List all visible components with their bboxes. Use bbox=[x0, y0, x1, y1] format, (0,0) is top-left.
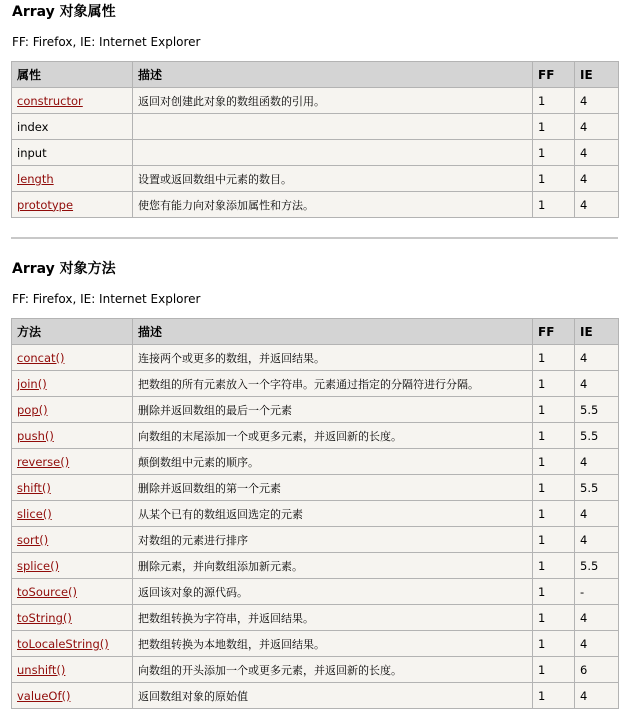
ff-version-cell: 1 bbox=[533, 449, 575, 475]
header-description: 描述 bbox=[133, 319, 533, 345]
name-cell bbox=[12, 397, 133, 423]
description-cell: 对数组的元素进行排序 bbox=[133, 527, 533, 553]
description-cell bbox=[133, 140, 533, 166]
ie-version-cell: 4 bbox=[575, 114, 619, 140]
ff-version-cell: 1 bbox=[533, 683, 575, 709]
ff-version-cell: 1 bbox=[533, 192, 575, 218]
member-link[interactable]: reverse() bbox=[17, 454, 70, 469]
methods-table bbox=[11, 318, 619, 709]
name-cell bbox=[12, 683, 133, 709]
member-link[interactable]: push() bbox=[17, 428, 54, 443]
ie-version-cell: 6 bbox=[575, 657, 619, 683]
ie-version-cell: 4 bbox=[575, 631, 619, 657]
ff-version-cell: 1 bbox=[533, 605, 575, 631]
ie-version-cell: 4 bbox=[575, 527, 619, 553]
ff-version-cell: 1 bbox=[533, 166, 575, 192]
ff-version-cell: 1 bbox=[533, 475, 575, 501]
ie-version-cell: 4 bbox=[575, 605, 619, 631]
header-ie: IE bbox=[575, 62, 619, 88]
ff-version-cell: 1 bbox=[533, 579, 575, 605]
table-row bbox=[12, 449, 619, 475]
member-link[interactable]: concat() bbox=[17, 350, 65, 365]
ie-version-cell: 5.5 bbox=[575, 553, 619, 579]
header-property: 属性 bbox=[12, 62, 133, 88]
properties-title: Array 对象属性 bbox=[12, 4, 116, 20]
description-cell: 返回数组对象的原始值 bbox=[133, 683, 533, 709]
member-link[interactable]: prototype bbox=[17, 197, 74, 212]
name-cell bbox=[12, 605, 133, 631]
member-link[interactable]: valueOf() bbox=[17, 688, 71, 703]
description-cell: 向数组的开头添加一个或更多元素，并返回新的长度。 bbox=[133, 657, 533, 683]
ff-version-cell: 1 bbox=[533, 371, 575, 397]
table-row bbox=[12, 345, 619, 371]
ff-version-cell: 1 bbox=[533, 114, 575, 140]
name-cell bbox=[12, 657, 133, 683]
table-row bbox=[12, 631, 619, 657]
methods-header-row bbox=[12, 319, 619, 345]
table-row bbox=[12, 579, 619, 605]
name-cell bbox=[12, 501, 133, 527]
table-row bbox=[12, 657, 619, 683]
name-cell bbox=[12, 345, 133, 371]
member-link[interactable]: constructor bbox=[17, 93, 83, 108]
member-link[interactable]: toSource() bbox=[17, 584, 78, 599]
name-cell bbox=[12, 88, 133, 114]
ff-version-cell: 1 bbox=[533, 501, 575, 527]
name-cell bbox=[12, 449, 133, 475]
table-row bbox=[12, 88, 619, 114]
table-row bbox=[12, 192, 619, 218]
description-cell: 向数组的末尾添加一个或更多元素，并返回新的长度。 bbox=[133, 423, 533, 449]
description-cell: 颠倒数组中元素的顺序。 bbox=[133, 449, 533, 475]
description-cell: 返回对创建此对象的数组函数的引用。 bbox=[133, 88, 533, 114]
name-cell bbox=[12, 553, 133, 579]
description-cell: 连接两个或更多的数组，并返回结果。 bbox=[133, 345, 533, 371]
ie-version-cell: 4 bbox=[575, 683, 619, 709]
ff-version-cell: 1 bbox=[533, 553, 575, 579]
name-cell bbox=[12, 114, 133, 140]
member-link[interactable]: splice() bbox=[17, 558, 60, 573]
ff-version-cell: 1 bbox=[533, 423, 575, 449]
ie-version-cell: 5.5 bbox=[575, 397, 619, 423]
member-link[interactable]: join() bbox=[17, 376, 47, 391]
name-cell bbox=[12, 192, 133, 218]
table-row bbox=[12, 553, 619, 579]
ff-version-cell: 1 bbox=[533, 527, 575, 553]
table-row bbox=[12, 605, 619, 631]
ie-version-cell: - bbox=[575, 579, 619, 605]
ie-version-cell: 5.5 bbox=[575, 475, 619, 501]
header-ff: FF bbox=[533, 319, 575, 345]
table-row bbox=[12, 475, 619, 501]
ff-version-cell: 1 bbox=[533, 345, 575, 371]
ff-version-cell: 1 bbox=[533, 657, 575, 683]
description-cell: 把数组转换为字符串，并返回结果。 bbox=[133, 605, 533, 631]
member-link[interactable]: unshift() bbox=[17, 662, 66, 677]
table-row bbox=[12, 683, 619, 709]
name-cell bbox=[12, 527, 133, 553]
methods-title: Array 对象方法 bbox=[12, 261, 116, 277]
properties-note: FF: Firefox, IE: Internet Explorer bbox=[12, 35, 201, 49]
ff-version-cell: 1 bbox=[533, 140, 575, 166]
description-cell: 把数组转换为本地数组，并返回结果。 bbox=[133, 631, 533, 657]
member-link[interactable]: sort() bbox=[17, 532, 49, 547]
properties-table bbox=[11, 61, 619, 218]
name-cell bbox=[12, 140, 133, 166]
ff-version-cell: 1 bbox=[533, 88, 575, 114]
member-link[interactable]: length bbox=[17, 171, 54, 186]
table-row bbox=[12, 114, 619, 140]
table-row bbox=[12, 140, 619, 166]
section-divider bbox=[11, 237, 618, 239]
description-cell: 删除并返回数组的最后一个元素 bbox=[133, 397, 533, 423]
member-name: input bbox=[17, 145, 47, 160]
description-cell: 从某个已有的数组返回选定的元素 bbox=[133, 501, 533, 527]
member-link[interactable]: toLocaleString() bbox=[17, 636, 109, 651]
ie-version-cell: 4 bbox=[575, 345, 619, 371]
member-name: index bbox=[17, 119, 49, 134]
table-row bbox=[12, 397, 619, 423]
name-cell bbox=[12, 631, 133, 657]
header-ff: FF bbox=[533, 62, 575, 88]
name-cell bbox=[12, 371, 133, 397]
table-row bbox=[12, 371, 619, 397]
methods-note: FF: Firefox, IE: Internet Explorer bbox=[12, 292, 201, 306]
ie-version-cell: 4 bbox=[575, 166, 619, 192]
description-cell: 删除并返回数组的第一个元素 bbox=[133, 475, 533, 501]
properties-header-row bbox=[12, 62, 619, 88]
header-method: 方法 bbox=[12, 319, 133, 345]
ff-version-cell: 1 bbox=[533, 631, 575, 657]
description-cell: 使您有能力向对象添加属性和方法。 bbox=[133, 192, 533, 218]
member-link[interactable]: toString() bbox=[17, 610, 72, 625]
name-cell bbox=[12, 475, 133, 501]
ie-version-cell: 5.5 bbox=[575, 423, 619, 449]
ff-version-cell: 1 bbox=[533, 397, 575, 423]
member-link[interactable]: shift() bbox=[17, 480, 51, 495]
header-description: 描述 bbox=[133, 62, 533, 88]
ie-version-cell: 4 bbox=[575, 501, 619, 527]
description-cell: 把数组的所有元素放入一个字符串。元素通过指定的分隔符进行分隔。 bbox=[133, 371, 533, 397]
ie-version-cell: 4 bbox=[575, 192, 619, 218]
ie-version-cell: 4 bbox=[575, 88, 619, 114]
description-cell: 设置或返回数组中元素的数目。 bbox=[133, 166, 533, 192]
header-ie: IE bbox=[575, 319, 619, 345]
name-cell bbox=[12, 166, 133, 192]
description-cell: 删除元素，并向数组添加新元素。 bbox=[133, 553, 533, 579]
member-link[interactable]: slice() bbox=[17, 506, 52, 521]
ie-version-cell: 4 bbox=[575, 140, 619, 166]
description-cell bbox=[133, 114, 533, 140]
name-cell bbox=[12, 579, 133, 605]
table-row bbox=[12, 527, 619, 553]
ie-version-cell: 4 bbox=[575, 371, 619, 397]
table-row bbox=[12, 166, 619, 192]
ie-version-cell: 4 bbox=[575, 449, 619, 475]
member-link[interactable]: pop() bbox=[17, 402, 48, 417]
name-cell bbox=[12, 423, 133, 449]
table-row bbox=[12, 423, 619, 449]
description-cell: 返回该对象的源代码。 bbox=[133, 579, 533, 605]
table-row bbox=[12, 501, 619, 527]
